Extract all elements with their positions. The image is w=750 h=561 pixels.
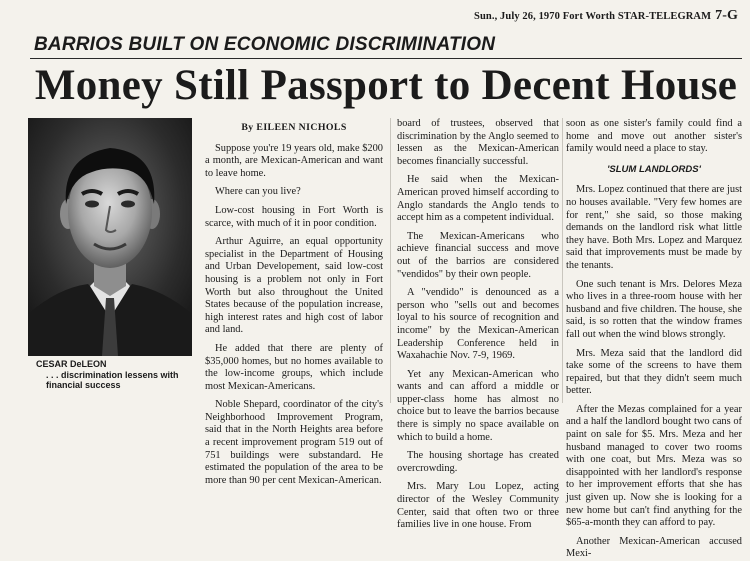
paragraph: Arthur Aguirre, an equal opportunity specialist in the Department of Housing and Urban Developement, said low-cost housing is a problem not only in Fort Worth but also throughout the United States because of the population increase, high interest rates and high cost of labor and land. [205,236,383,336]
paragraph: Low-cost housing in Fort Worth is scarce, with much of it in poor condition. [205,204,383,229]
article-column-3 [566,118,742,561]
paragraph: After the Mezas complained for a year and a half the landlord bought two cans of paint on sale for $5. Mrs. Meza and her husband managed to cover two rooms with one coat, but Mrs. Meza was so disappointed with her landlord's response to her improvement efforts that she has just given up. Now she is looking for a new home but can't find anything for the $65-a-month they can afford to pay. [566,403,742,529]
masthead-dateline: Sun., July 26, 1970 Fort Worth STAR-TELEGRAM [474,11,712,22]
paragraph: The housing shortage has created overcrowding. [397,450,559,474]
portrait-illustration [28,118,192,356]
paragraph: Mrs. Mary Lou Lopez, acting director of the Wesley Community Center, said that often two or three families live in one house. From [397,481,559,531]
paragraph: He added that there are plenty of $35,000 homes, but no homes available to the low-income groups, which include most Mexican-Americans. [205,342,383,392]
portrait-photo [28,118,192,356]
paragraph: He said when the Mexican-American proved himself according to Anglo standards the Anglo tends to accept him as a competent individual. [397,174,559,224]
column-divider [562,118,563,403]
paragraph: Suppose you're 19 years old, make $200 a month, are Mexican-American and want to leave home. [205,142,383,179]
paragraph: Mrs. Meza said that the landlord did take some of the screens to have them repaired, but that they didn't seem much better. [566,347,742,397]
article-column-1 [205,118,383,487]
paragraph: Where can you live? [215,186,301,198]
paragraph: Another Mexican-American accused Mexi- [566,535,742,560]
paragraph: soon as one sister's family could find a home and move out another sister's family would need a place to stay. [566,118,742,155]
photo-caption [36,359,196,391]
article-column-2 [397,118,559,532]
paragraph: A "vendido" is denounced as a person who "sells out and becomes loyal to his source of recognition and income" by the Mexican-American Leadership Conference held in Waxahachie Nov. 7-9, 1969. [397,287,559,362]
kicker-rule [30,58,742,59]
paragraph: Mrs. Lopez continued that there are just no houses available. "Very few homes are for rent," she said, so those making demands on the landlord risk what little they have. Both Mrs. Lopez and Marquez said that improvements must be made by the tenants. [566,184,742,271]
caption-name: CESAR DeLEON [36,359,107,369]
paragraph: board of trustees, observed that discrimination by the Anglo seemed to lessen as the Mexican-American becomes financially successful. [397,118,559,167]
paragraph: The Mexican-Americans who achieve financial success and move out of the barrios are considered "vendidos" by their own people. [397,230,559,280]
byline: By EILEEN NICHOLS [241,122,347,133]
kicker-headline: BARRIOS BUILT ON ECONOMIC DISCRIMINATION [34,34,496,55]
column-divider [390,118,391,403]
paragraph: Noble Shepard, coordinator of the city's Neighborhood Improvement Program, said that in the North Heights area before a recent improvement program 519 out of 751 buildings were substandard. He estimated the population of the area to be more than 90 per cent Mexican-American. [205,399,383,486]
caption-text: . . . discrimination lessens with financial success [46,369,179,390]
page-number: 7-G [715,8,738,23]
main-headline: Money Still Passport to Decent House [34,62,738,109]
masthead [474,8,738,24]
paragraph: One such tenant is Mrs. Delores Meza who lives in a three-room house with her husband and five children. The house, she said, is so rotten that the window frames fall out when the wind blows strongly. [566,278,742,340]
section-subhead: 'SLUM LANDLORDS' [607,163,701,175]
paragraph: Yet any Mexican-American who wants and can afford a middle or upper-class home has almost no choice but to leave the barrios because there is simply no space available on which to build a home. [397,368,559,443]
